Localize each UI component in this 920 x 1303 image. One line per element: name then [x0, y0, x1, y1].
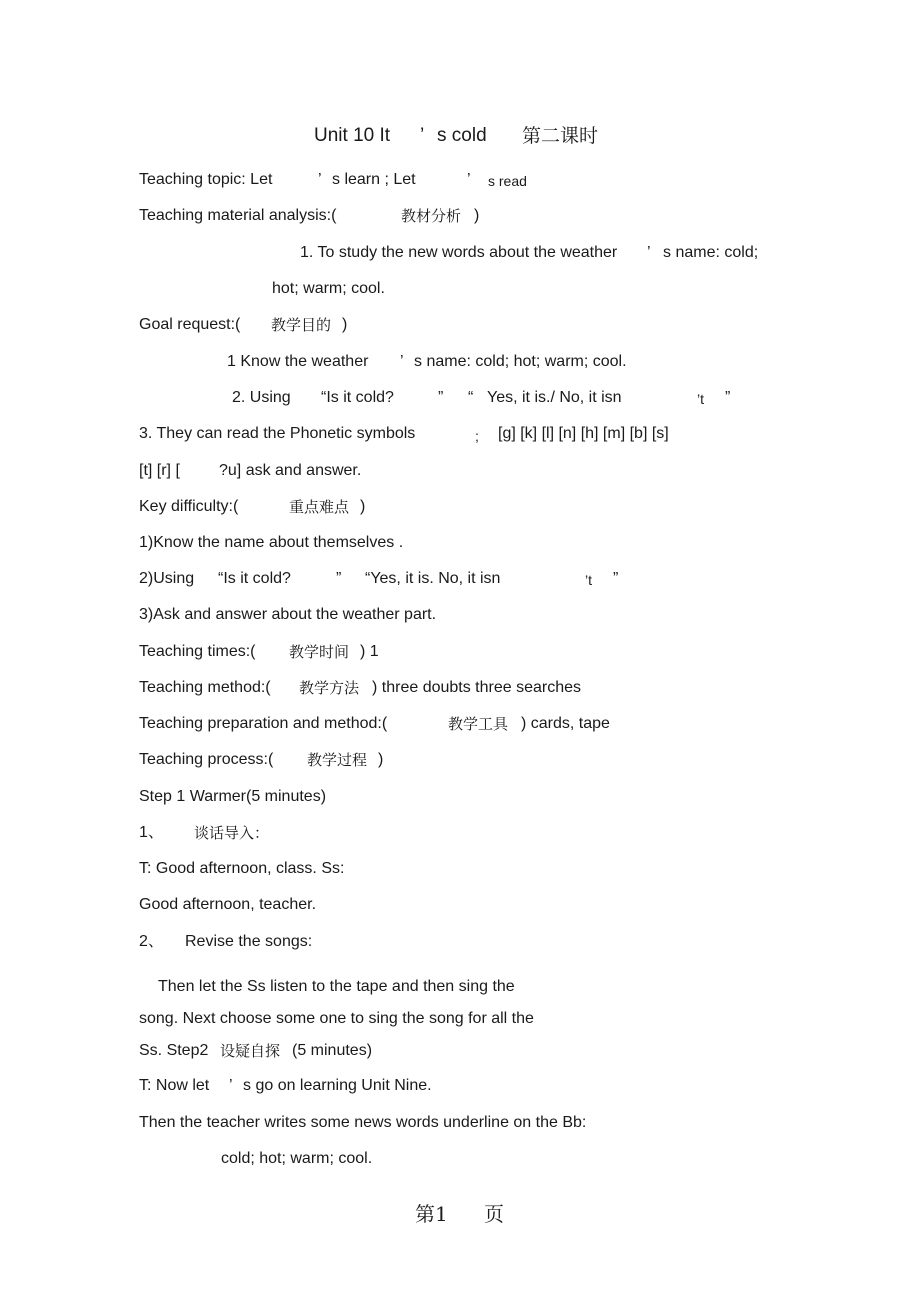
- prep-close: ) cards, tape: [521, 715, 610, 732]
- goal-2f: ’t: [697, 391, 704, 407]
- key-2f: ”: [613, 570, 619, 587]
- step1-item-1-cn: 谈话导入：: [194, 824, 270, 842]
- goal-3b-b: ?u] ask and answer.: [219, 462, 362, 479]
- paragraph-line-6: cold; hot; warm; cool.: [221, 1150, 373, 1167]
- times-cn: 教学时间: [289, 643, 350, 661]
- footer-page-number: 第1: [415, 1202, 448, 1226]
- times-label: Teaching times:(: [139, 643, 256, 660]
- paragraph-line-2: song. Next choose some one to sing the song for all the: [139, 1010, 534, 1027]
- prep-label: Teaching preparation and method:(: [139, 715, 388, 732]
- times-close: ) 1: [360, 643, 379, 660]
- goal-2e: Yes, it is./ No, it isn: [487, 389, 622, 406]
- goal-1b: ’: [400, 353, 404, 370]
- topic-mid: s learn ; Let: [332, 171, 416, 188]
- key-label: Key difficulty:(: [139, 498, 239, 515]
- goal-2c: ”: [438, 389, 444, 406]
- key-item-3: 3)Ask and answer about the weather part.: [139, 606, 437, 623]
- method-close: ) three doubts three searches: [372, 679, 582, 696]
- paragraph-line-1: Then let the Ss listen to the tape and then sing the: [158, 978, 515, 995]
- key-2c: ”: [336, 570, 342, 587]
- goal-2a: 2. Using: [232, 389, 291, 406]
- title-en: Unit 10 It: [314, 125, 391, 146]
- goal-2g: ”: [725, 389, 731, 406]
- paragraph-line-3-cn: 设疑自探: [220, 1042, 281, 1060]
- process-close: ): [378, 751, 384, 768]
- paragraph-line-5: Then the teacher writes some news words underline on the Bb:: [139, 1114, 587, 1131]
- step1-item-2-text: Revise the songs:: [185, 933, 313, 950]
- step1-item-2-num: 2、: [139, 933, 164, 950]
- topic-apos2: ’: [467, 171, 471, 188]
- goal-2d: “: [468, 389, 474, 406]
- key-cn: 重点难点: [289, 498, 350, 516]
- prep-cn: 教学工具: [448, 715, 509, 733]
- key-item-1: 1)Know the name about themselves .: [139, 534, 404, 551]
- step1-item-1-num: 1、: [139, 824, 164, 841]
- paragraph-line-3b: (5 minutes): [292, 1042, 373, 1059]
- material-1c: s name: cold;: [663, 244, 759, 261]
- footer-page-suffix: 页: [484, 1202, 504, 1226]
- key-2a: 2)Using: [139, 570, 195, 587]
- material-close: ): [474, 207, 480, 224]
- goal-1a: 1 Know the weather: [227, 353, 369, 370]
- step1-dialog-t: T: Good afternoon, class. Ss:: [139, 860, 345, 877]
- key-2b: “Is it cold?: [218, 570, 291, 587]
- process-cn: 教学过程: [307, 751, 368, 769]
- material-1b: ’: [647, 244, 651, 261]
- key-2e: ’t: [585, 572, 592, 588]
- key-close: ): [360, 498, 366, 515]
- goal-label: Goal request:(: [139, 316, 241, 333]
- paragraph-line-4c: s go on learning Unit Nine.: [243, 1077, 432, 1094]
- material-cn: 教材分析: [401, 207, 462, 225]
- title-rest: s cold: [437, 125, 487, 146]
- paragraph-line-4b: ’: [229, 1077, 233, 1094]
- title-apos: ’: [420, 125, 425, 146]
- material-1a: 1. To study the new words about the weather: [300, 244, 618, 261]
- goal-cn: 教学目的: [271, 316, 332, 334]
- topic-end: s read: [488, 173, 527, 189]
- goal-3b: ;: [475, 428, 479, 444]
- step1-dialog-ss: Good afternoon, teacher.: [139, 896, 317, 913]
- method-label: Teaching method:(: [139, 679, 271, 696]
- material-item-2: hot; warm; cool.: [272, 280, 385, 297]
- goal-3b-a: [t] [r] [: [139, 462, 180, 479]
- material-label: Teaching material analysis:(: [139, 207, 337, 224]
- paragraph-line-4a: T: Now let: [139, 1077, 210, 1094]
- goal-1c: s name: cold; hot; warm; cool.: [414, 353, 627, 370]
- step1-heading: Step 1 Warmer(5 minutes): [139, 788, 327, 805]
- goal-3c: [g] [k] [l] [n] [h] [m] [b] [s]: [498, 425, 669, 442]
- topic-apos1: ’: [318, 171, 322, 188]
- key-2d: “Yes, it is. No, it isn: [365, 570, 501, 587]
- process-label: Teaching process:(: [139, 751, 274, 768]
- topic-label: Teaching topic: Let: [139, 171, 273, 188]
- title-cn: 第二课时: [522, 125, 599, 147]
- method-cn: 教学方法: [299, 679, 360, 697]
- goal-3a: 3. They can read the Phonetic symbols: [139, 425, 416, 442]
- paragraph-line-3a: Ss. Step2: [139, 1042, 209, 1059]
- goal-2b: “Is it cold?: [321, 389, 394, 406]
- goal-close: ): [342, 316, 348, 333]
